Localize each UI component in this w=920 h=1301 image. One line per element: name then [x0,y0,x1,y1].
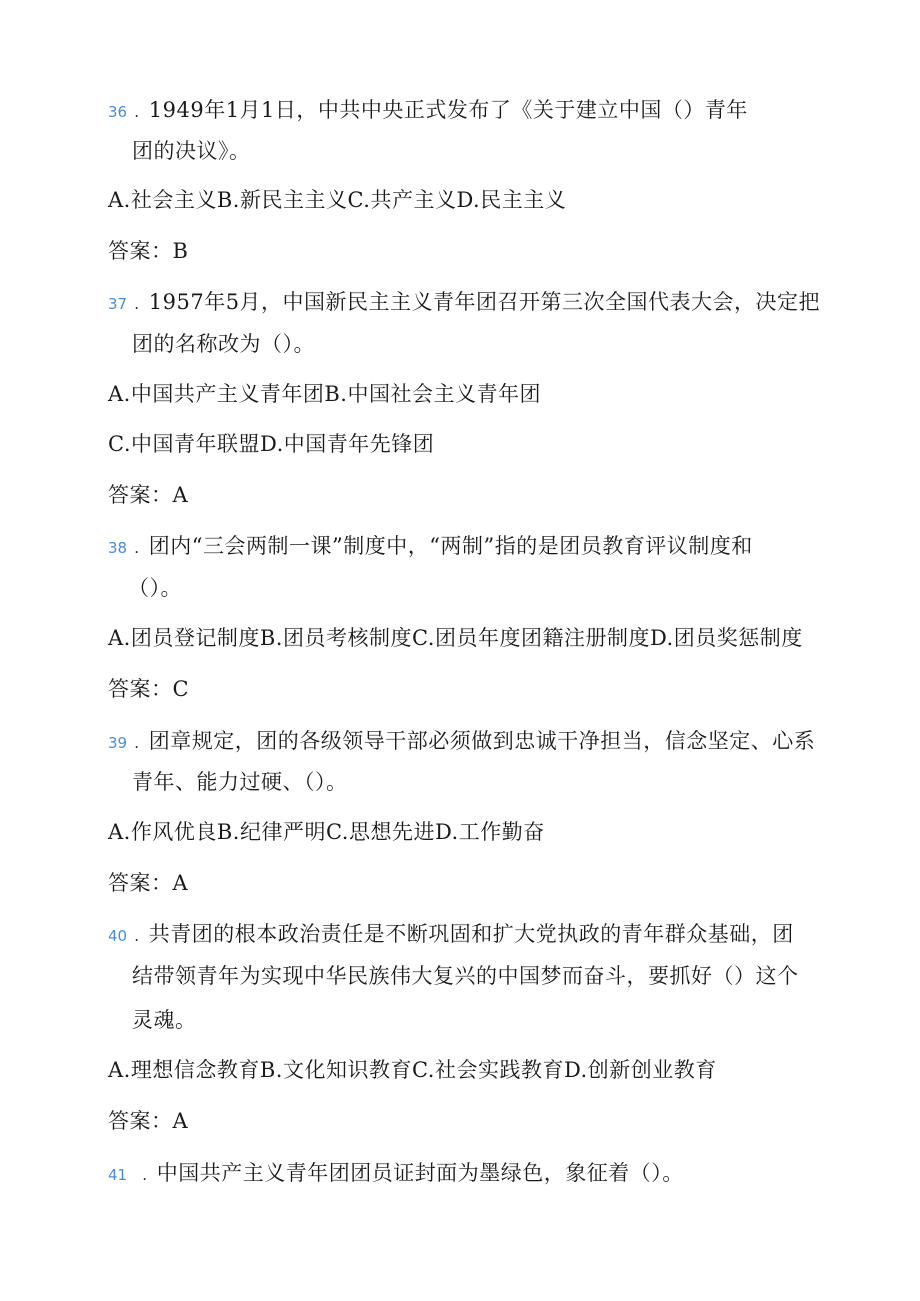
question-separator: . [134,539,140,557]
question-separator: . [134,734,140,752]
question-separator: . [134,295,140,313]
question-40-answer [108,1107,188,1135]
question-37-line-2 [132,330,315,358]
question-40-line-2 [132,962,799,990]
options-text: A.作风优良B.纪律严明C.思想先进D.工作勤奋 [108,820,545,844]
question-text: 结带领青年为实现中华民族伟大复兴的中国梦而奋斗，要抓好（）这个 [132,964,799,988]
question-38-options [108,624,803,652]
question-text: 团内“三会两制一课”制度中，“两制”指的是团员教育评议制度和 [148,534,753,558]
question-number: 41 [108,1166,128,1184]
question-37-line-1 [108,288,820,318]
options-text: C.中国青年联盟D.中国青年先锋团 [108,432,435,456]
options-text: A.社会主义B.新民主主义C.共产主义D.民主主义 [108,188,567,212]
question-number: 37 [108,295,128,313]
answer-text: 答案：A [108,1109,189,1133]
options-text: A.团员登记制度B.团员考核制度C.团员年度团籍注册制度D.团员奖惩制度 [108,626,803,650]
question-text: 团章规定，团的各级领导干部必须做到忠诚干净担当，信念坚定、心系 [148,729,816,753]
question-text: 团的决议》。 [132,139,251,163]
question-number: 38 [108,539,128,557]
question-number: 39 [108,734,128,752]
answer-text: 答案：A [108,483,189,507]
question-40-line-3 [132,1006,197,1034]
options-text: A.理想信念教育B.文化知识教育C.社会实践教育D.创新创业教育 [108,1058,717,1082]
question-text: 共青团的根本政治责任是不断巩固和扩大党执政的青年群众基础，团 [148,922,794,946]
question-37-options-2 [108,430,434,458]
question-39-line-1 [108,727,815,757]
question-38-line-1 [108,532,753,562]
question-36-options [108,186,566,214]
question-text: 灵魂。 [132,1008,197,1032]
question-text: 1957年5月，中国新民主主义青年团召开第三次全国代表大会，决定把 [148,290,821,314]
question-separator: . [134,103,140,121]
question-37-answer [108,481,188,509]
question-text: 团的名称改为（）。 [132,332,315,356]
question-text: 青年、能力过硬、（）。 [132,770,348,794]
question-39-options [108,818,545,846]
question-36-answer [108,237,188,265]
question-text: （）。 [128,576,182,600]
answer-text: 答案：B [108,239,189,263]
question-40-line-1 [108,920,794,950]
question-39-answer [108,869,188,897]
question-text: 1949年1月1日，中共中央正式发布了《关于建立中国（）青年 [148,98,748,122]
question-36-line-1 [108,96,748,126]
question-36-line-2 [132,137,251,165]
question-text: 中国共产主义青年团团员证封面为墨绿色，象征着（）。 [156,1161,684,1185]
question-40-options [108,1056,717,1084]
question-number: 40 [108,927,128,945]
question-number: 36 [108,103,128,121]
question-39-line-2 [132,768,348,796]
question-separator: . [134,927,140,945]
question-38-line-2 [128,574,182,602]
question-41-line-1 [108,1159,684,1189]
question-37-options-1 [108,380,541,408]
answer-text: 答案：C [108,677,190,701]
answer-text: 答案：A [108,871,189,895]
options-text: A.中国共产主义青年团B.中国社会主义青年团 [108,382,541,406]
question-38-answer [108,675,189,703]
question-separator: . [142,1166,148,1184]
